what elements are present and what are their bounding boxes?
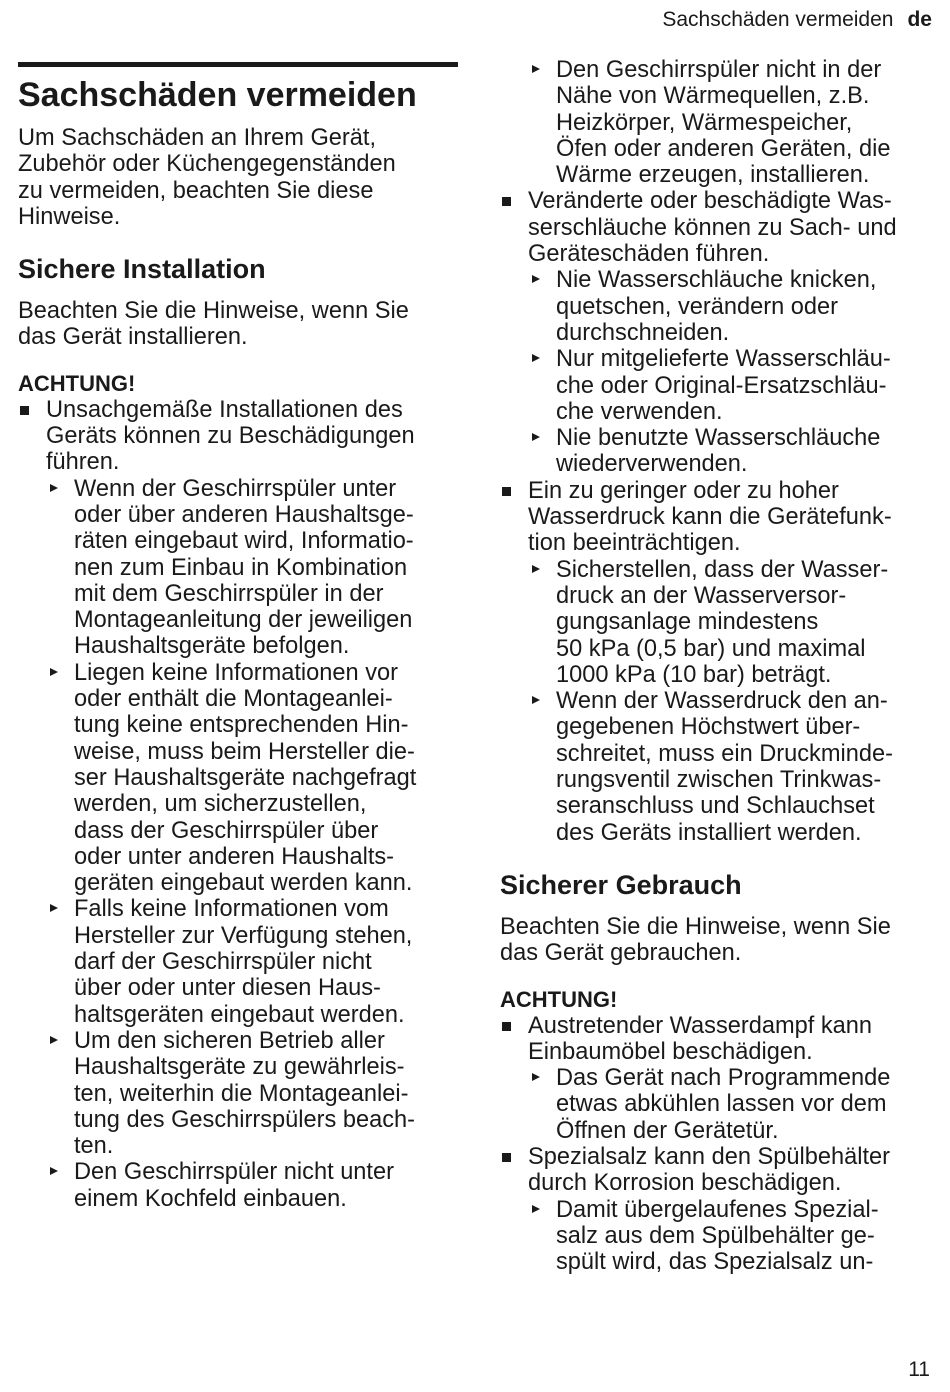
installation-step-no-kinking: Nie Wasserschläuche knicken, quetschen, verändern oder durchschneiden.	[500, 267, 940, 346]
usage-heading: Sicherer Gebrauch	[500, 869, 742, 900]
title-rule	[18, 62, 458, 67]
installation-bullet-water-pressure: Ein zu geringer oder zu hoher Wasserdruck kann die Gerätefunk- tion beeinträchtigen.	[500, 478, 940, 557]
installation-step-no-info: Falls keine Informationen vom Hersteller zur Verfügung stehen, darf der Geschirrspüler nicht über oder unter diesen Haus- haltsgeräten eingebaut werden.	[18, 896, 458, 1027]
usage-warning-label: ACHTUNG!	[500, 986, 618, 1012]
installation-warning-label: ACHTUNG!	[18, 370, 136, 396]
installation-step-original-hoses: Nur mitgelieferte Wasserschläu- che oder Original-Ersatzschläu- che verwenden.	[500, 346, 940, 425]
page-title: Sachschäden vermeiden	[18, 76, 417, 114]
usage-intro: Beachten Sie die Hinweise, wenn Sie das Gerät gebrauchen.	[500, 913, 891, 967]
installation-bullet-hoses: Veränderte oder beschädigte Was- serschläuche können zu Sach- und Geräteschäden führen.	[500, 188, 940, 267]
installation-bullet-improper: Unsachgemäße Installationen des Geräts können zu Beschädigungen führen.	[18, 397, 458, 476]
installation-step-pressure-reducer: Wenn der Wasserdruck den an- gegebenen Höchstwert über- schreitet, muss ein Druckminde- rungsventil zwischen Trinkwas- seranschluss und Schlauchset des Geräts installiert werden.	[500, 688, 940, 846]
installation-step-pressure-range: Sicherstellen, dass der Wasser- druck an der Wasserversor- gungsanlage mindestens 50 kPa (0,5 bar) und maximal 1000 kPa (10 bar) beträgt.	[500, 557, 940, 688]
left-column	[18, 0, 458, 1212]
header-section-title: Sachschäden vermeiden	[662, 8, 894, 31]
installation-intro: Beachten Sie die Hinweise, wenn Sie das Gerät installieren.	[18, 298, 409, 351]
installation-step-heat-sources: Den Geschirrspüler nicht in der Nähe von Wärmequellen, z.B. Heizkörper, Wärmespeicher, Öfen oder anderen Geräten, die Wärme erzeugen, installieren.	[500, 57, 940, 188]
installation-heading: Sichere Installation	[18, 254, 266, 285]
installation-step-safe-operation: Um den sicheren Betrieb aller Haushaltsgeräte zu gewährleis- ten, weiterhin die Montageanlei- tung des Geschirrspülers beach- ten.	[18, 1028, 458, 1159]
installation-step-ask-manufacturer: Liegen keine Informationen vor oder enthält die Montageanlei- tung keine entsprechenden Hin- weise, muss beim Hersteller die- ser Haushaltsgeräte nachgefragt werden, um sicherzustellen, dass der Geschirrspüler über oder unter anderen Haushalts- geräten eingebaut werden kann.	[18, 660, 458, 897]
installation-step-no-reuse: Nie benutzte Wasserschläuche wiederverwenden.	[500, 425, 940, 478]
intro-paragraph: Um Sachschäden an Ihrem Gerät, Zubehör oder Küchengegenständen zu vermeiden, beachten Sie diese Hinweise.	[18, 125, 396, 230]
usage-step-cool-down: Das Gerät nach Programmende etwas abkühlen lassen vor dem Öffnen der Gerätetür.	[500, 1065, 940, 1144]
installation-step-stacked-appliances: Wenn der Geschirrspüler unter oder über anderen Haushaltsge- räten eingebaut wird, Informatio- nen zum Einbau in Kombination mit dem Geschirrspüler in der Montageanleitung der jeweiligen Haushaltsgeräte befolgen.	[18, 476, 458, 660]
usage-bullet-steam: Austretender Wasserdampf kann Einbaumöbel beschädigen.	[500, 1013, 940, 1066]
installation-step-no-cooktop: Den Geschirrspüler nicht unter einem Kochfeld einbauen.	[18, 1159, 458, 1212]
usage-step-salt-flush: Damit übergelaufenes Spezial- salz aus dem Spülbehälter ge- spült wird, das Spezialsalz un-	[500, 1197, 940, 1276]
usage-bullet-special-salt: Spezialsalz kann den Spülbehälter durch Korrosion beschädigen.	[500, 1144, 940, 1197]
header-language-code: de	[907, 8, 932, 31]
page-number: 11	[908, 1358, 930, 1381]
right-column	[500, 0, 940, 1275]
